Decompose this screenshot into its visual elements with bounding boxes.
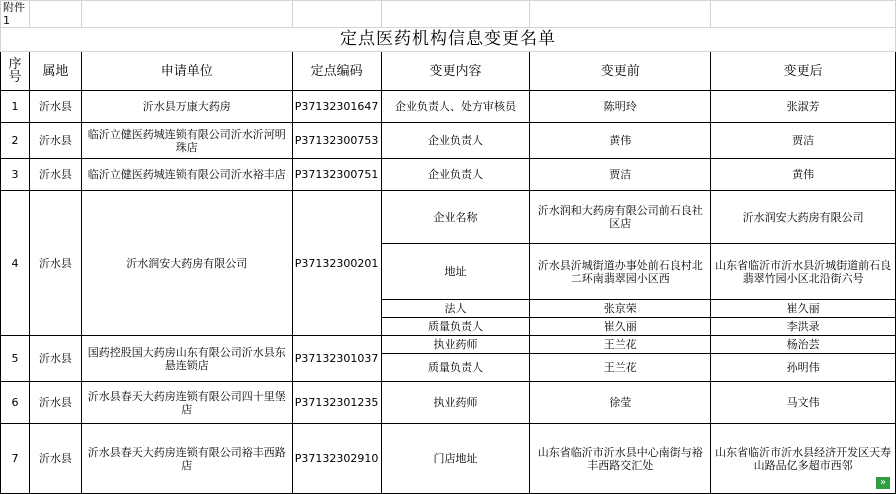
cell-applicant: 沂水县万康大药房 — [81, 91, 292, 123]
header-region: 属地 — [29, 52, 81, 91]
cell-before: 陈明玲 — [530, 91, 711, 123]
header-before: 变更前 — [530, 52, 711, 91]
cell-content: 执业药师 — [381, 336, 530, 354]
page-title: 定点医药机构信息变更名单 — [1, 28, 896, 52]
cell-region: 沂水县 — [29, 91, 81, 123]
header-seq: 序号 — [1, 52, 30, 91]
cell-applicant: 国药控股国大药房山东有限公司沂水县东悬连锁店 — [81, 336, 292, 382]
cell-code: P37132302910 — [292, 424, 381, 494]
cell-region: 沂水县 — [29, 123, 81, 159]
cell-region: 沂水县 — [29, 159, 81, 191]
cell-content: 企业负责人、处方审核员 — [381, 91, 530, 123]
cell-after: 崔久丽 — [711, 300, 896, 318]
cell-content: 法人 — [381, 300, 530, 318]
cell-after: 李洪录 — [711, 318, 896, 336]
table-row — [1, 191, 896, 244]
table-row — [1, 382, 896, 424]
table-row — [1, 336, 896, 354]
cell-after: 杨治芸 — [711, 336, 896, 354]
cell-region: 沂水县 — [29, 424, 81, 494]
cell-seq: 6 — [1, 382, 30, 424]
cell-before: 山东省临沂市沂水县中心南街与裕丰西路交汇处 — [530, 424, 711, 494]
cell-after: 山东省临沂市沂水县沂城街道前石良翡翠竹园小区北沿街六号 — [711, 244, 896, 300]
cell-applicant: 沂水县春天大药房连锁有限公司裕丰西路店 — [81, 424, 292, 494]
cell-seq: 2 — [1, 123, 30, 159]
cell-before: 黄伟 — [530, 123, 711, 159]
header-after: 变更后 — [711, 52, 896, 91]
cell-before: 沂水润和大药房有限公司前石良社区店 — [530, 191, 711, 244]
cell-applicant: 沂水县春天大药房连锁有限公司四十里堡店 — [81, 382, 292, 424]
cell-code: P37132300751 — [292, 159, 381, 191]
cell-before: 王兰花 — [530, 336, 711, 354]
cell-content: 质量负责人 — [381, 318, 530, 336]
table-row — [1, 424, 896, 494]
cell-after: 张淑芳 — [711, 91, 896, 123]
cell-applicant: 沂水润安大药房有限公司 — [81, 191, 292, 336]
cell-after: 沂水润安大药房有限公司 — [711, 191, 896, 244]
cell-content: 企业负责人 — [381, 123, 530, 159]
header-applicant: 申请单位 — [81, 52, 292, 91]
cell-code: P37132301647 — [292, 91, 381, 123]
cell-after: 黄伟 — [711, 159, 896, 191]
cell-seq: 3 — [1, 159, 30, 191]
cell-code: P37132301037 — [292, 336, 381, 382]
cell-content: 地址 — [381, 244, 530, 300]
cell-seq: 5 — [1, 336, 30, 382]
cell-content: 门店地址 — [381, 424, 530, 494]
cell-seq: 4 — [1, 191, 30, 336]
table-row — [1, 123, 896, 159]
expand-icon[interactable]: » — [876, 477, 890, 489]
cell-before: 徐莹 — [530, 382, 711, 424]
cell-code: P37132301235 — [292, 382, 381, 424]
cell-applicant: 临沂立健医药城连锁有限公司沂水裕丰店 — [81, 159, 292, 191]
cell-code: P37132300201 — [292, 191, 381, 336]
cell-before: 崔久丽 — [530, 318, 711, 336]
cell-after: 孙明伟 — [711, 354, 896, 382]
cell-before: 王兰花 — [530, 354, 711, 382]
cell-content: 企业负责人 — [381, 159, 530, 191]
table-row — [1, 91, 896, 123]
cell-region: 沂水县 — [29, 336, 81, 382]
cell-seq: 7 — [1, 424, 30, 494]
table-row — [1, 159, 896, 191]
cell-before: 张京荣 — [530, 300, 711, 318]
cell-region: 沂水县 — [29, 382, 81, 424]
cell-region: 沂水县 — [29, 191, 81, 336]
cell-after: 山东省临沂市沂水县经济开发区天寿山路品亿多超市西邻 — [711, 424, 896, 494]
cell-seq: 1 — [1, 91, 30, 123]
header-code: 定点编码 — [292, 52, 381, 91]
cell-after: 马文伟 — [711, 382, 896, 424]
attachment-label: 附件1 — [1, 1, 30, 28]
cell-after: 贾洁 — [711, 123, 896, 159]
cell-before: 贾洁 — [530, 159, 711, 191]
cell-code: P37132300753 — [292, 123, 381, 159]
header-content: 变更内容 — [381, 52, 530, 91]
cell-before: 沂水县沂城街道办事处前石良村北二环南翡翠园小区西 — [530, 244, 711, 300]
cell-content: 企业名称 — [381, 191, 530, 244]
cell-content: 质量负责人 — [381, 354, 530, 382]
cell-content: 执业药师 — [381, 382, 530, 424]
cell-applicant: 临沂立健医药城连锁有限公司沂水沂河明珠店 — [81, 123, 292, 159]
